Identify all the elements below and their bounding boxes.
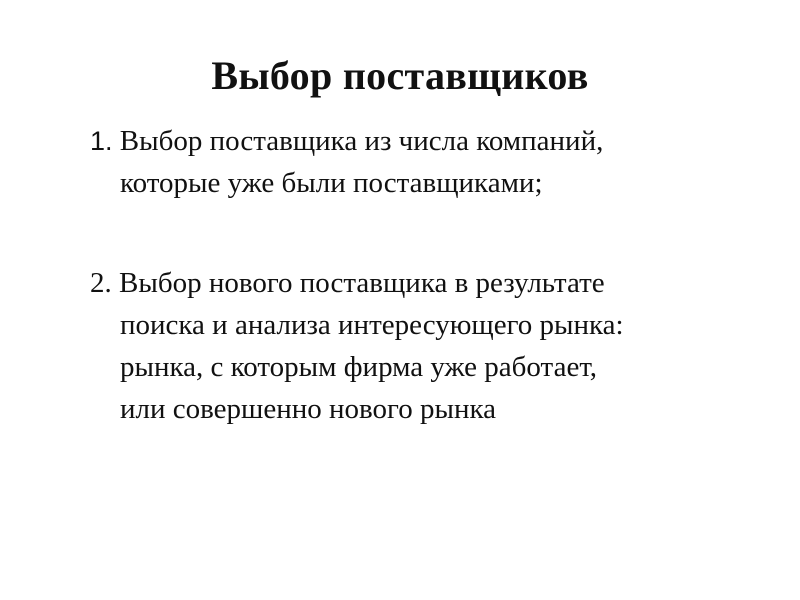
list-item-2 <box>90 262 770 430</box>
slide-title: Выбор поставщиков <box>211 53 589 98</box>
list-item-1 <box>90 120 770 204</box>
list-item-1-line-1 <box>90 120 770 162</box>
list-item-2-text-line-2: поиска и анализа интересующего рынка: <box>120 309 624 341</box>
list-item-1-text-line-1: Выбор поставщика из числа компаний, <box>119 125 604 157</box>
list-item-1-number: 1. <box>90 126 113 156</box>
list-item-1-text-line-2: которые уже были поставщиками; <box>120 167 543 199</box>
list-item-2-line-1 <box>90 262 770 304</box>
list-item-2-text-line-1: Выбор нового поставщика в результате <box>119 267 605 299</box>
list-item-2-text-line-3: рынка, с которым фирма уже работает, <box>120 351 598 383</box>
list-item-2-number: 2. <box>90 267 112 299</box>
list-item-2-text-line-4: или совершенно нового рынка <box>120 393 496 425</box>
